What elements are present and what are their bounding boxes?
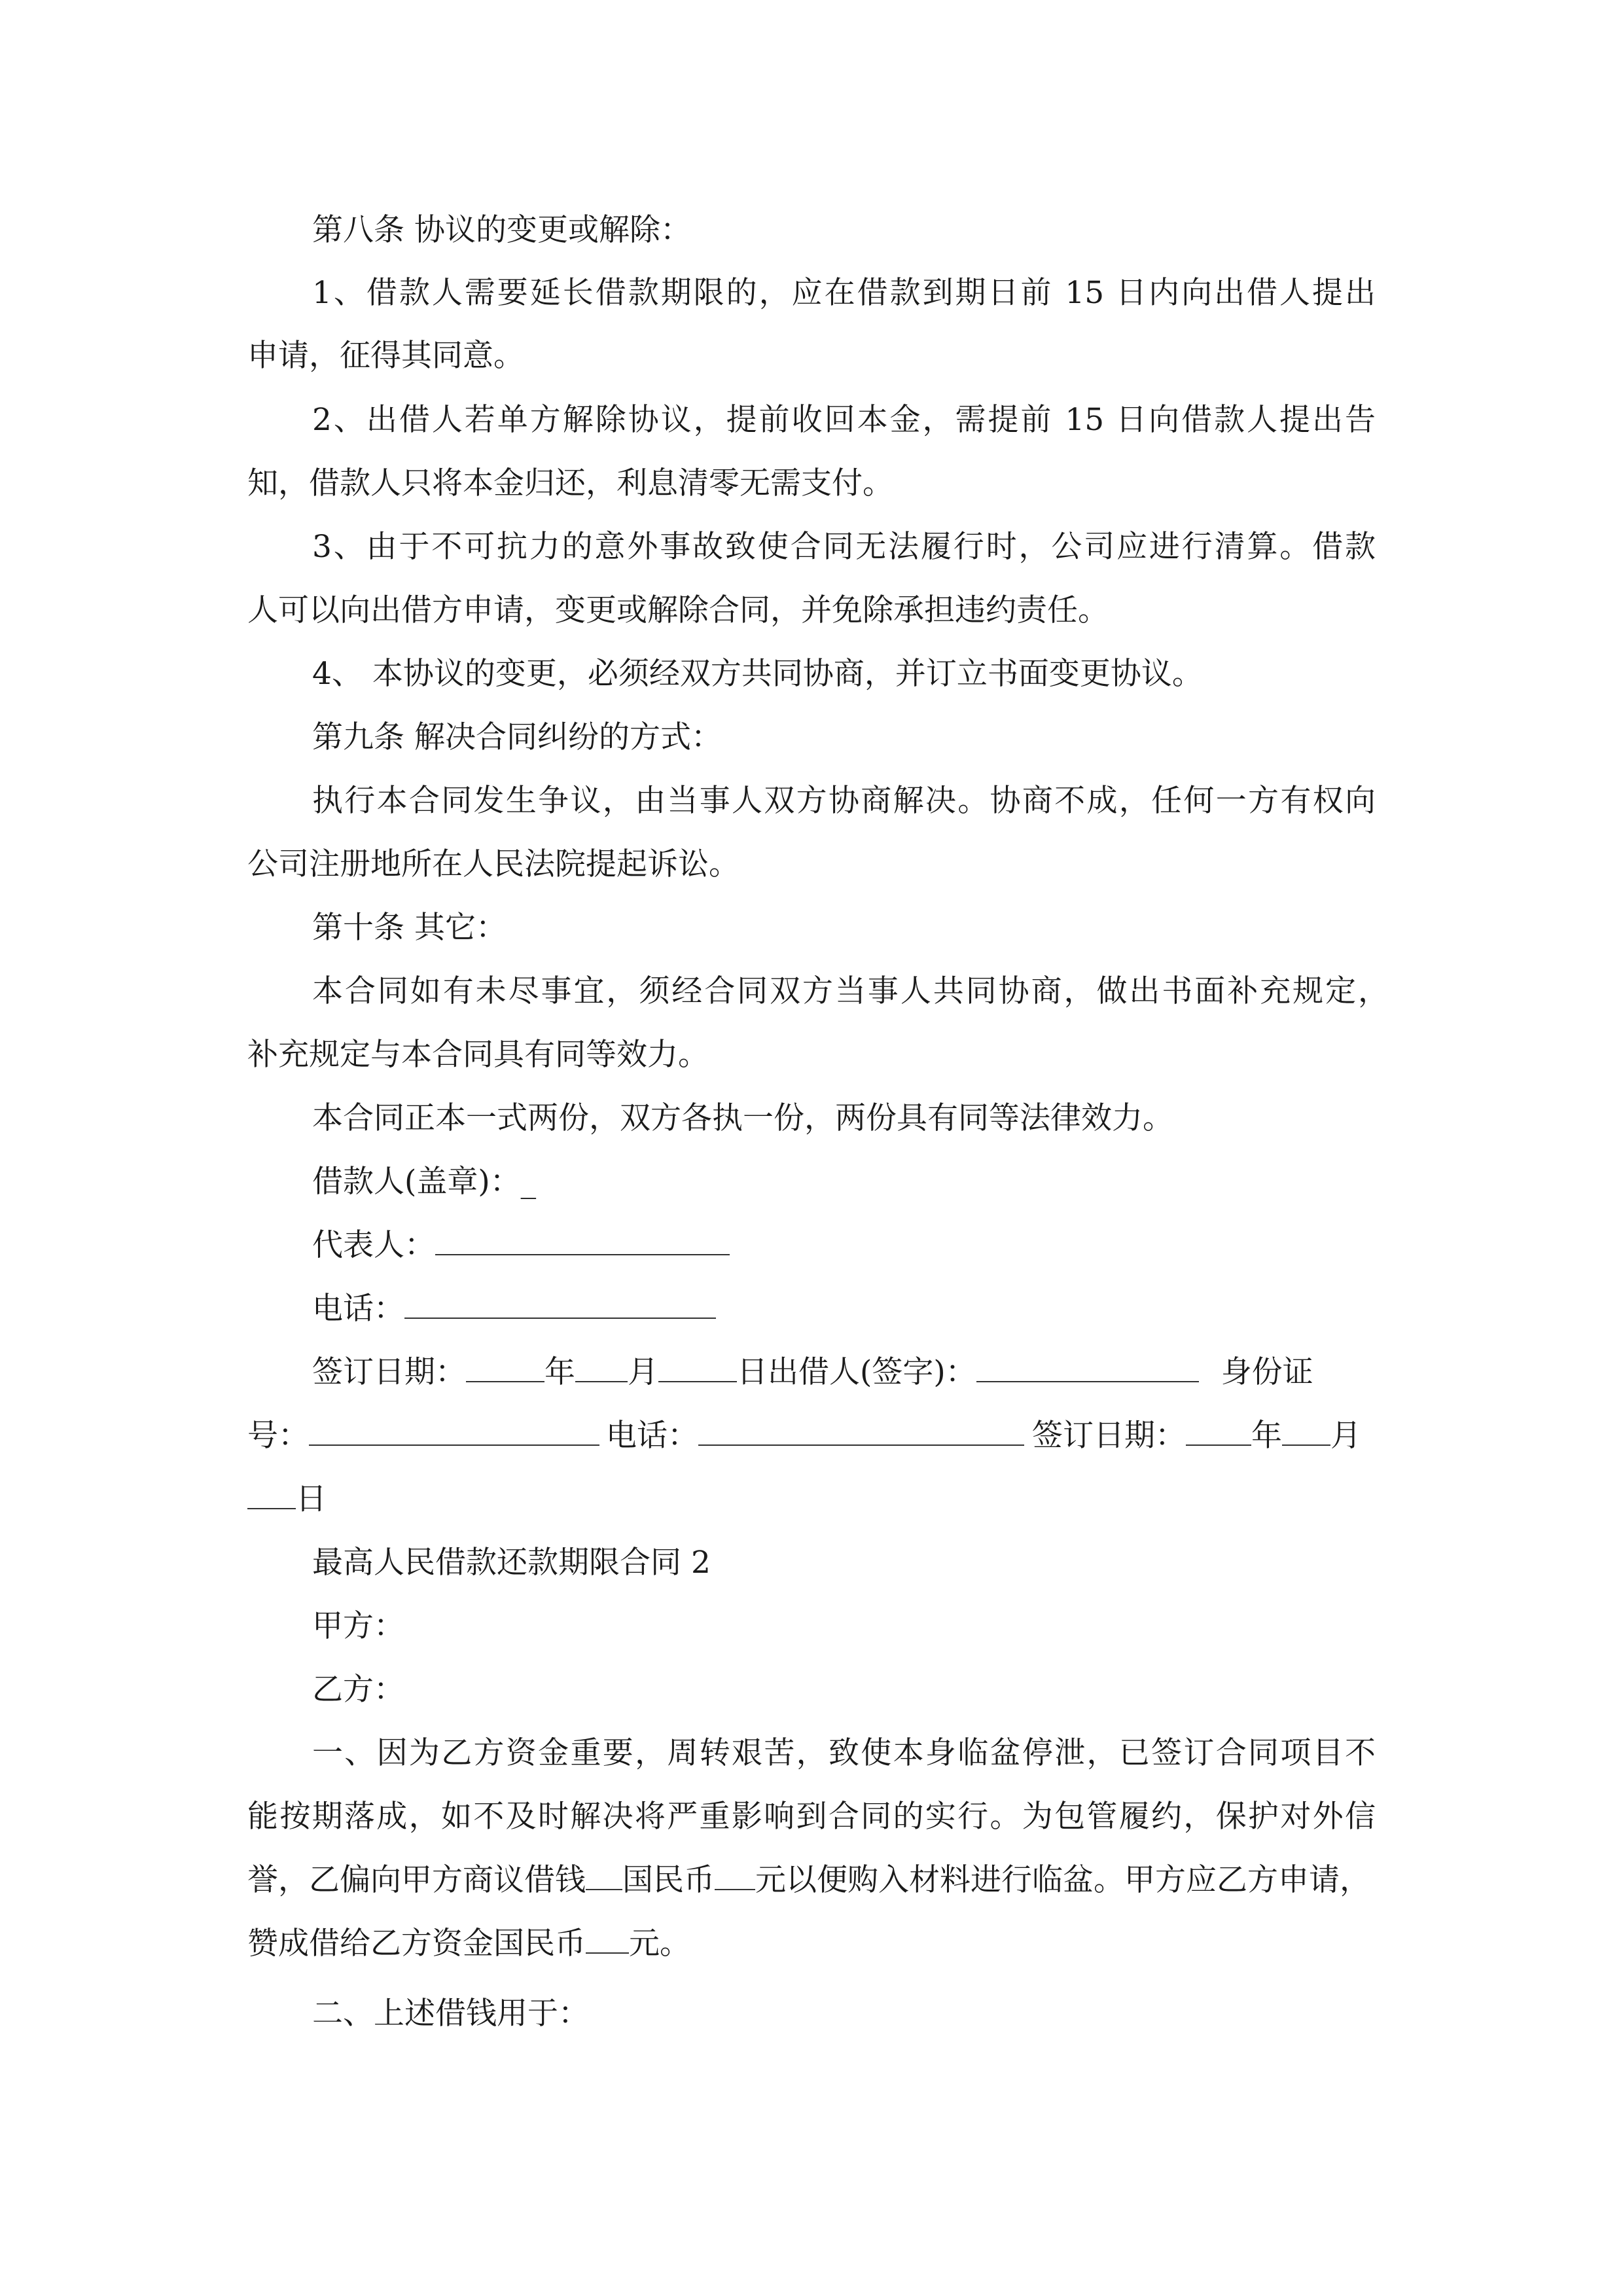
contract2-title: 最高人民借款还款期限合同 2: [312, 1545, 711, 1581]
year2-label: 年: [1251, 1418, 1282, 1454]
representative-blank: [435, 1228, 730, 1255]
article10-title: 第十条 其它：: [312, 910, 507, 946]
day2-label: 日: [296, 1481, 327, 1517]
article10-body-line1: 本合同如有未尽事宜，须经合同双方当事人共同协商，做出书面补充规定，: [312, 973, 1389, 1009]
date2-label: 签订日期：: [1032, 1418, 1186, 1454]
month2-blank: [1282, 1418, 1330, 1446]
p1-d1: 赞成借给乙方资金国民币: [247, 1926, 586, 1962]
article8-item4: 4、 本协议的变更，必须经双方共同协商，并订立书面变更协议。: [312, 656, 1203, 692]
date-label: 签订日期：: [312, 1354, 466, 1390]
lender-sign-label: 日出借人(签字)：: [737, 1354, 976, 1390]
contract2-p1-line2: 能按期落成，如不及时解决将严重影响到合同的实行。为包管履约，保护对外信: [247, 1799, 1376, 1835]
representative-line: [312, 1226, 730, 1265]
sign-date-line3: [247, 1480, 327, 1519]
lender-sign-blank: [976, 1355, 1199, 1382]
article9-title: 第九条 解决合同纠纷的方式：: [312, 719, 722, 755]
article10-copies: 本合同正本一式两份，双方各执一份，两份具有同等法律效力。: [312, 1100, 1173, 1136]
contract2-p2: 二、上述借钱用于：: [312, 1996, 589, 2032]
year2-blank: [1186, 1418, 1251, 1446]
id-number-label-a: 身份证: [1221, 1354, 1313, 1390]
contract2-p1-line1: 一、因为乙方资金重要，周转艰苦，致使本身临盆停泄，已签订合同项目不: [312, 1735, 1376, 1771]
contract2-p1-line3: [247, 1861, 1370, 1900]
month-blank: [575, 1355, 628, 1382]
day-blank: [658, 1355, 737, 1382]
article8-item3-line2: 人可以向出借方申请，变更或解除合同，并免除承担违约责任。: [247, 592, 1109, 628]
article8-item1-line1: 1、借款人需要延长借款期限的，应在借款到期日前 15 日内向出借人提出: [312, 275, 1376, 311]
id-number-label-b: 号：: [247, 1418, 309, 1454]
article10-body-line2: 补充规定与本合同具有同等效力。: [247, 1037, 709, 1073]
contract2-party-b: 乙方：: [312, 1672, 404, 1708]
loan-amount-blank-3: [586, 1926, 629, 1954]
contract2-p1-line4: [247, 1924, 690, 1964]
id-number-blank: [309, 1418, 599, 1446]
article8-title: 第八条 协议的变更或解除：: [312, 212, 691, 248]
year-label: 年: [544, 1354, 575, 1390]
phone-line: [312, 1289, 716, 1329]
phone-blank: [404, 1291, 716, 1319]
article9-body-line2: 公司注册地所在人民法院提起诉讼。: [247, 846, 740, 882]
representative-label: 代表人：: [312, 1227, 435, 1263]
article8-item3-line1: 3、由于不可抗力的意外事故致使合同无法履行时，公司应进行清算。借款: [312, 529, 1376, 565]
loan-amount-blank-1: [586, 1863, 622, 1890]
loan-amount-blank-2: [715, 1863, 755, 1890]
p1-c3: 元以便购入材料进行临盆。甲方应乙方申请，: [755, 1862, 1370, 1898]
p1-c2: 国民币: [622, 1862, 715, 1898]
borrower-seal: 借款人(盖章)：_: [312, 1164, 537, 1200]
article9-body-line1: 执行本合同发生争议，由当事人双方协商解决。协商不成，任何一方有权向: [312, 783, 1376, 819]
sign-date-line2: [247, 1416, 1361, 1456]
day2-blank: [247, 1482, 296, 1509]
article8-item2-line1: 2、出借人若单方解除协议，提前收回本金，需提前 15 日向借款人提出告: [312, 402, 1376, 438]
p1-d2: 元。: [629, 1926, 690, 1962]
month2-label: 月: [1330, 1418, 1361, 1454]
article8-item2-line2: 知，借款人只将本金归还，利息清零无需支付。: [247, 465, 893, 501]
p1-c1: 誉，乙偏向甲方商议借钱: [247, 1862, 586, 1898]
phone-label: 电话：: [312, 1291, 404, 1327]
phone2-label: 电话：: [606, 1418, 698, 1454]
sign-date-line1: [312, 1353, 1313, 1392]
phone2-blank: [698, 1418, 1024, 1446]
article8-item1-line2: 申请，征得其同意。: [247, 338, 524, 374]
month-label: 月: [628, 1354, 658, 1390]
year-blank: [466, 1355, 544, 1382]
contract2-party-a: 甲方：: [312, 1608, 404, 1644]
